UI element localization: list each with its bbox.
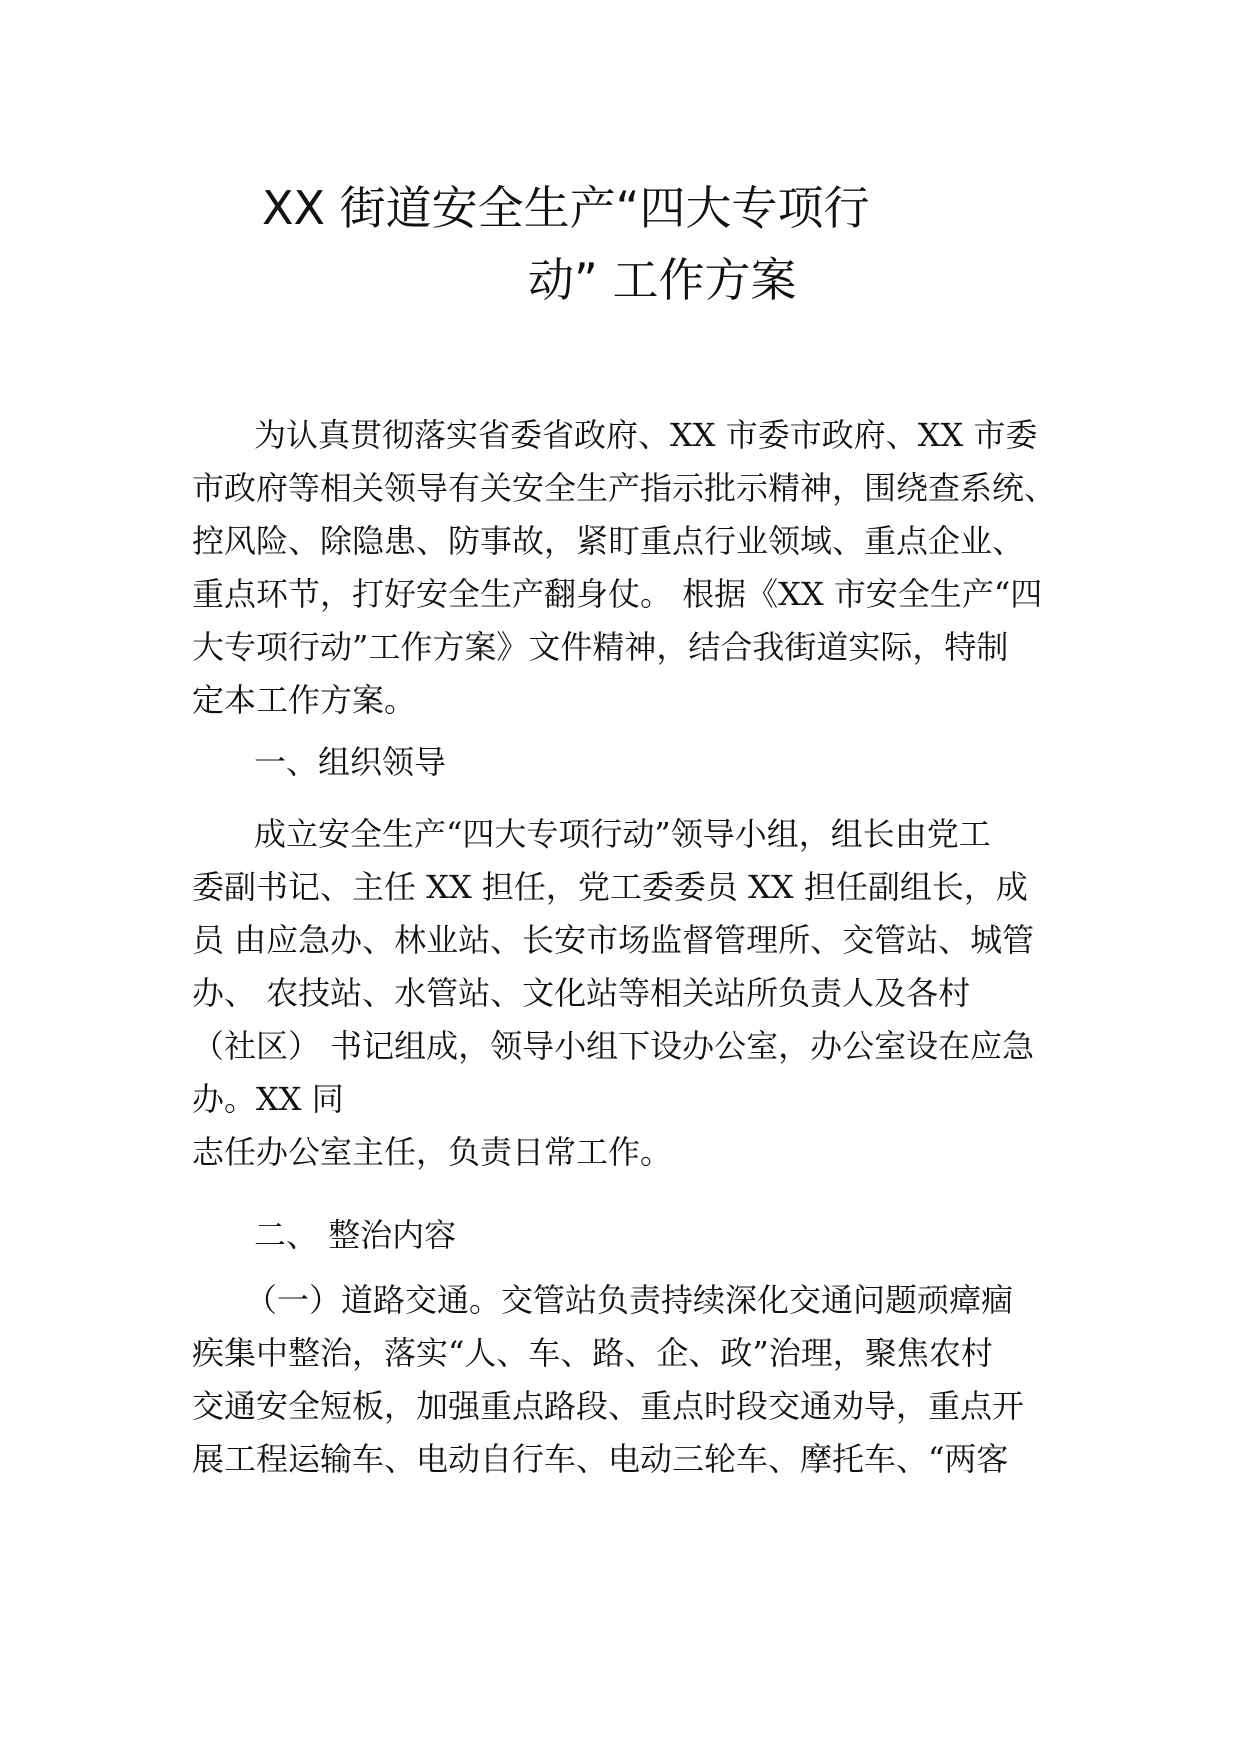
document-title-line-1: XX 街道安全生产“四大专项行 xyxy=(262,181,870,235)
paragraph-intro-line-1: 为认真贯彻落实省委省政府、XX 市委市政府、XX 市委 xyxy=(254,416,1038,454)
paragraph-intro-line-3: 控风险、除隐患、防事故，紧盯重点行业领域、重点企业、 xyxy=(192,522,1025,560)
section-heading-organization: 一、组织领导 xyxy=(254,743,447,781)
paragraph-organization-line-5: （社区） 书记组成，领导小组下设办公室，办公室设在应急 xyxy=(192,1027,1035,1065)
paragraph-intro-line-5: 大专项行动”工作方案》文件精神，结合我街道实际，特制 xyxy=(192,628,1009,666)
document-title-line-2: 动” 工作方案 xyxy=(528,253,797,307)
paragraph-organization-line-2: 委副书记、主任 XX 担任，党工委委员 XX 担任副组长，成 xyxy=(192,868,1028,906)
paragraph-intro-line-6: 定本工作方案。 xyxy=(192,681,417,719)
paragraph-traffic-line-2: 疾集中整治，落实“人、车、路、企、政”治理，聚焦农村 xyxy=(192,1334,993,1372)
paragraph-traffic-line-4: 展工程运输车、电动自行车、电动三轮车、摩托车、“两客 xyxy=(192,1440,1009,1478)
paragraph-organization-line-1: 成立安全生产“四大专项行动”领导小组，组长由党工 xyxy=(254,815,991,853)
paragraph-intro-line-2: 市政府等相关领导有关安全生产指示批示精神，围绕查系统、 xyxy=(192,469,1057,507)
paragraph-intro-line-4: 重点环节，打好安全生产翻身仗。 根据《XX 市安全生产“四 xyxy=(192,575,1043,613)
paragraph-organization-line-6: 办。XX 同 xyxy=(192,1080,344,1118)
paragraph-organization-line-3: 员 由应急办、林业站、长安市场监督管理所、交管站、城管 xyxy=(192,921,1035,959)
paragraph-traffic-line-3: 交通安全短板，加强重点路段、重点时段交通劝导，重点开 xyxy=(192,1387,1025,1425)
paragraph-organization-line-4: 办、 农技站、水管站、文化站等相关站所负责人及各村 xyxy=(192,974,971,1012)
section-heading-rectification: 二、 整治内容 xyxy=(254,1216,457,1254)
paragraph-traffic-line-1: （一）道路交通。交管站负责持续深化交通问题顽瘴痼 xyxy=(245,1281,1014,1319)
paragraph-organization-line-7: 志任办公室主任，负责日常工作。 xyxy=(192,1133,673,1171)
